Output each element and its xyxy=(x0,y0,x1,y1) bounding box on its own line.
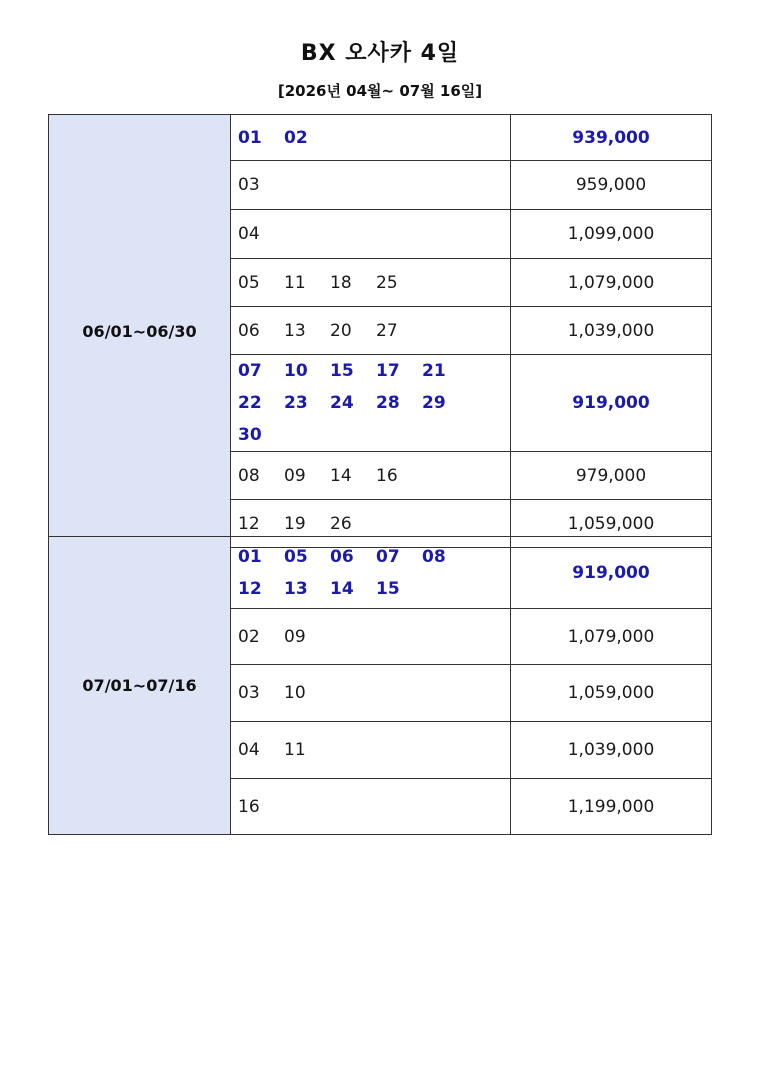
departure-date: 03 xyxy=(238,175,260,195)
price-table-july xyxy=(48,536,712,835)
departure-date: 09 xyxy=(284,626,306,647)
departure-date: 01 xyxy=(238,546,262,567)
departure-date: 03 xyxy=(238,683,260,703)
departure-date: 09 xyxy=(284,465,306,486)
departure-dates-cell xyxy=(231,537,511,609)
period-cell: 06/01~06/30 xyxy=(49,115,231,548)
departure-date: 07 xyxy=(376,546,400,567)
departure-date: 05 xyxy=(284,546,308,567)
price-cell: 1,039,000 xyxy=(511,722,712,779)
departure-date: 26 xyxy=(330,513,352,534)
departure-date: 14 xyxy=(330,578,354,599)
departure-dates-cell xyxy=(231,665,511,722)
departure-dates-cell xyxy=(231,115,511,161)
departure-dates-cell xyxy=(231,161,511,210)
price-cell: 1,199,000 xyxy=(511,779,712,835)
price-cell: 919,000 xyxy=(511,355,712,452)
departure-date: 22 xyxy=(238,393,262,413)
departure-dates-cell xyxy=(231,722,511,779)
departure-date: 16 xyxy=(376,465,398,486)
date-range-subtitle: [2026년 04월~ 07월 16일] xyxy=(277,82,483,100)
departure-date: 11 xyxy=(284,740,306,760)
period-cell: 07/01~07/16 xyxy=(49,537,231,835)
departure-date: 01 xyxy=(238,127,262,148)
departure-date: 13 xyxy=(284,320,306,341)
departure-date: 17 xyxy=(376,361,400,381)
page-title: BX 오사카 4일 xyxy=(300,41,460,66)
departure-date: 10 xyxy=(284,361,308,381)
departure-date: 04 xyxy=(238,224,260,244)
departure-date: 05 xyxy=(238,272,260,293)
departure-date: 18 xyxy=(330,272,352,293)
departure-date: 20 xyxy=(330,320,352,341)
price-cell: 939,000 xyxy=(511,115,712,161)
price-cell: 1,059,000 xyxy=(511,500,712,548)
departure-date: 10 xyxy=(284,683,306,703)
departure-date: 15 xyxy=(376,578,400,599)
departure-date: 21 xyxy=(422,361,446,381)
departure-date: 16 xyxy=(238,796,260,817)
price-cell: 1,039,000 xyxy=(511,307,712,355)
departure-date: 11 xyxy=(284,272,306,293)
departure-date: 04 xyxy=(238,740,260,760)
table-row xyxy=(49,537,712,609)
departure-date: 08 xyxy=(422,546,446,567)
departure-dates-cell xyxy=(231,210,511,259)
departure-date: 02 xyxy=(238,626,260,647)
departure-date: 15 xyxy=(330,361,354,381)
departure-date: 23 xyxy=(284,393,308,413)
departure-date: 08 xyxy=(238,465,260,486)
departure-date: 13 xyxy=(284,578,308,599)
departure-dates-cell xyxy=(231,259,511,307)
departure-dates-cell xyxy=(231,609,511,665)
departure-date: 29 xyxy=(422,393,446,413)
departure-date: 14 xyxy=(330,465,352,486)
price-cell: 1,099,000 xyxy=(511,210,712,259)
departure-date: 30 xyxy=(238,425,262,445)
departure-date: 06 xyxy=(238,320,260,341)
table-row xyxy=(49,115,712,161)
departure-dates-cell xyxy=(231,452,511,500)
price-cell: 1,079,000 xyxy=(511,609,712,665)
price-cell: 959,000 xyxy=(511,161,712,210)
price-table-june xyxy=(48,114,712,548)
departure-date: 25 xyxy=(376,272,398,293)
departure-date: 12 xyxy=(238,513,260,534)
departure-date: 24 xyxy=(330,393,354,413)
departure-date: 07 xyxy=(238,361,262,381)
price-cell: 1,059,000 xyxy=(511,665,712,722)
departure-date: 02 xyxy=(284,127,308,148)
departure-date: 06 xyxy=(330,546,354,567)
price-cell: 979,000 xyxy=(511,452,712,500)
price-cell: 919,000 xyxy=(511,537,712,609)
price-cell: 1,079,000 xyxy=(511,259,712,307)
departure-dates-cell xyxy=(231,779,511,835)
departure-dates-cell xyxy=(231,355,511,452)
departure-dates-cell xyxy=(231,307,511,355)
departure-date: 28 xyxy=(376,393,400,413)
departure-date: 27 xyxy=(376,320,398,341)
departure-date: 12 xyxy=(238,578,262,599)
departure-date: 19 xyxy=(284,513,306,534)
